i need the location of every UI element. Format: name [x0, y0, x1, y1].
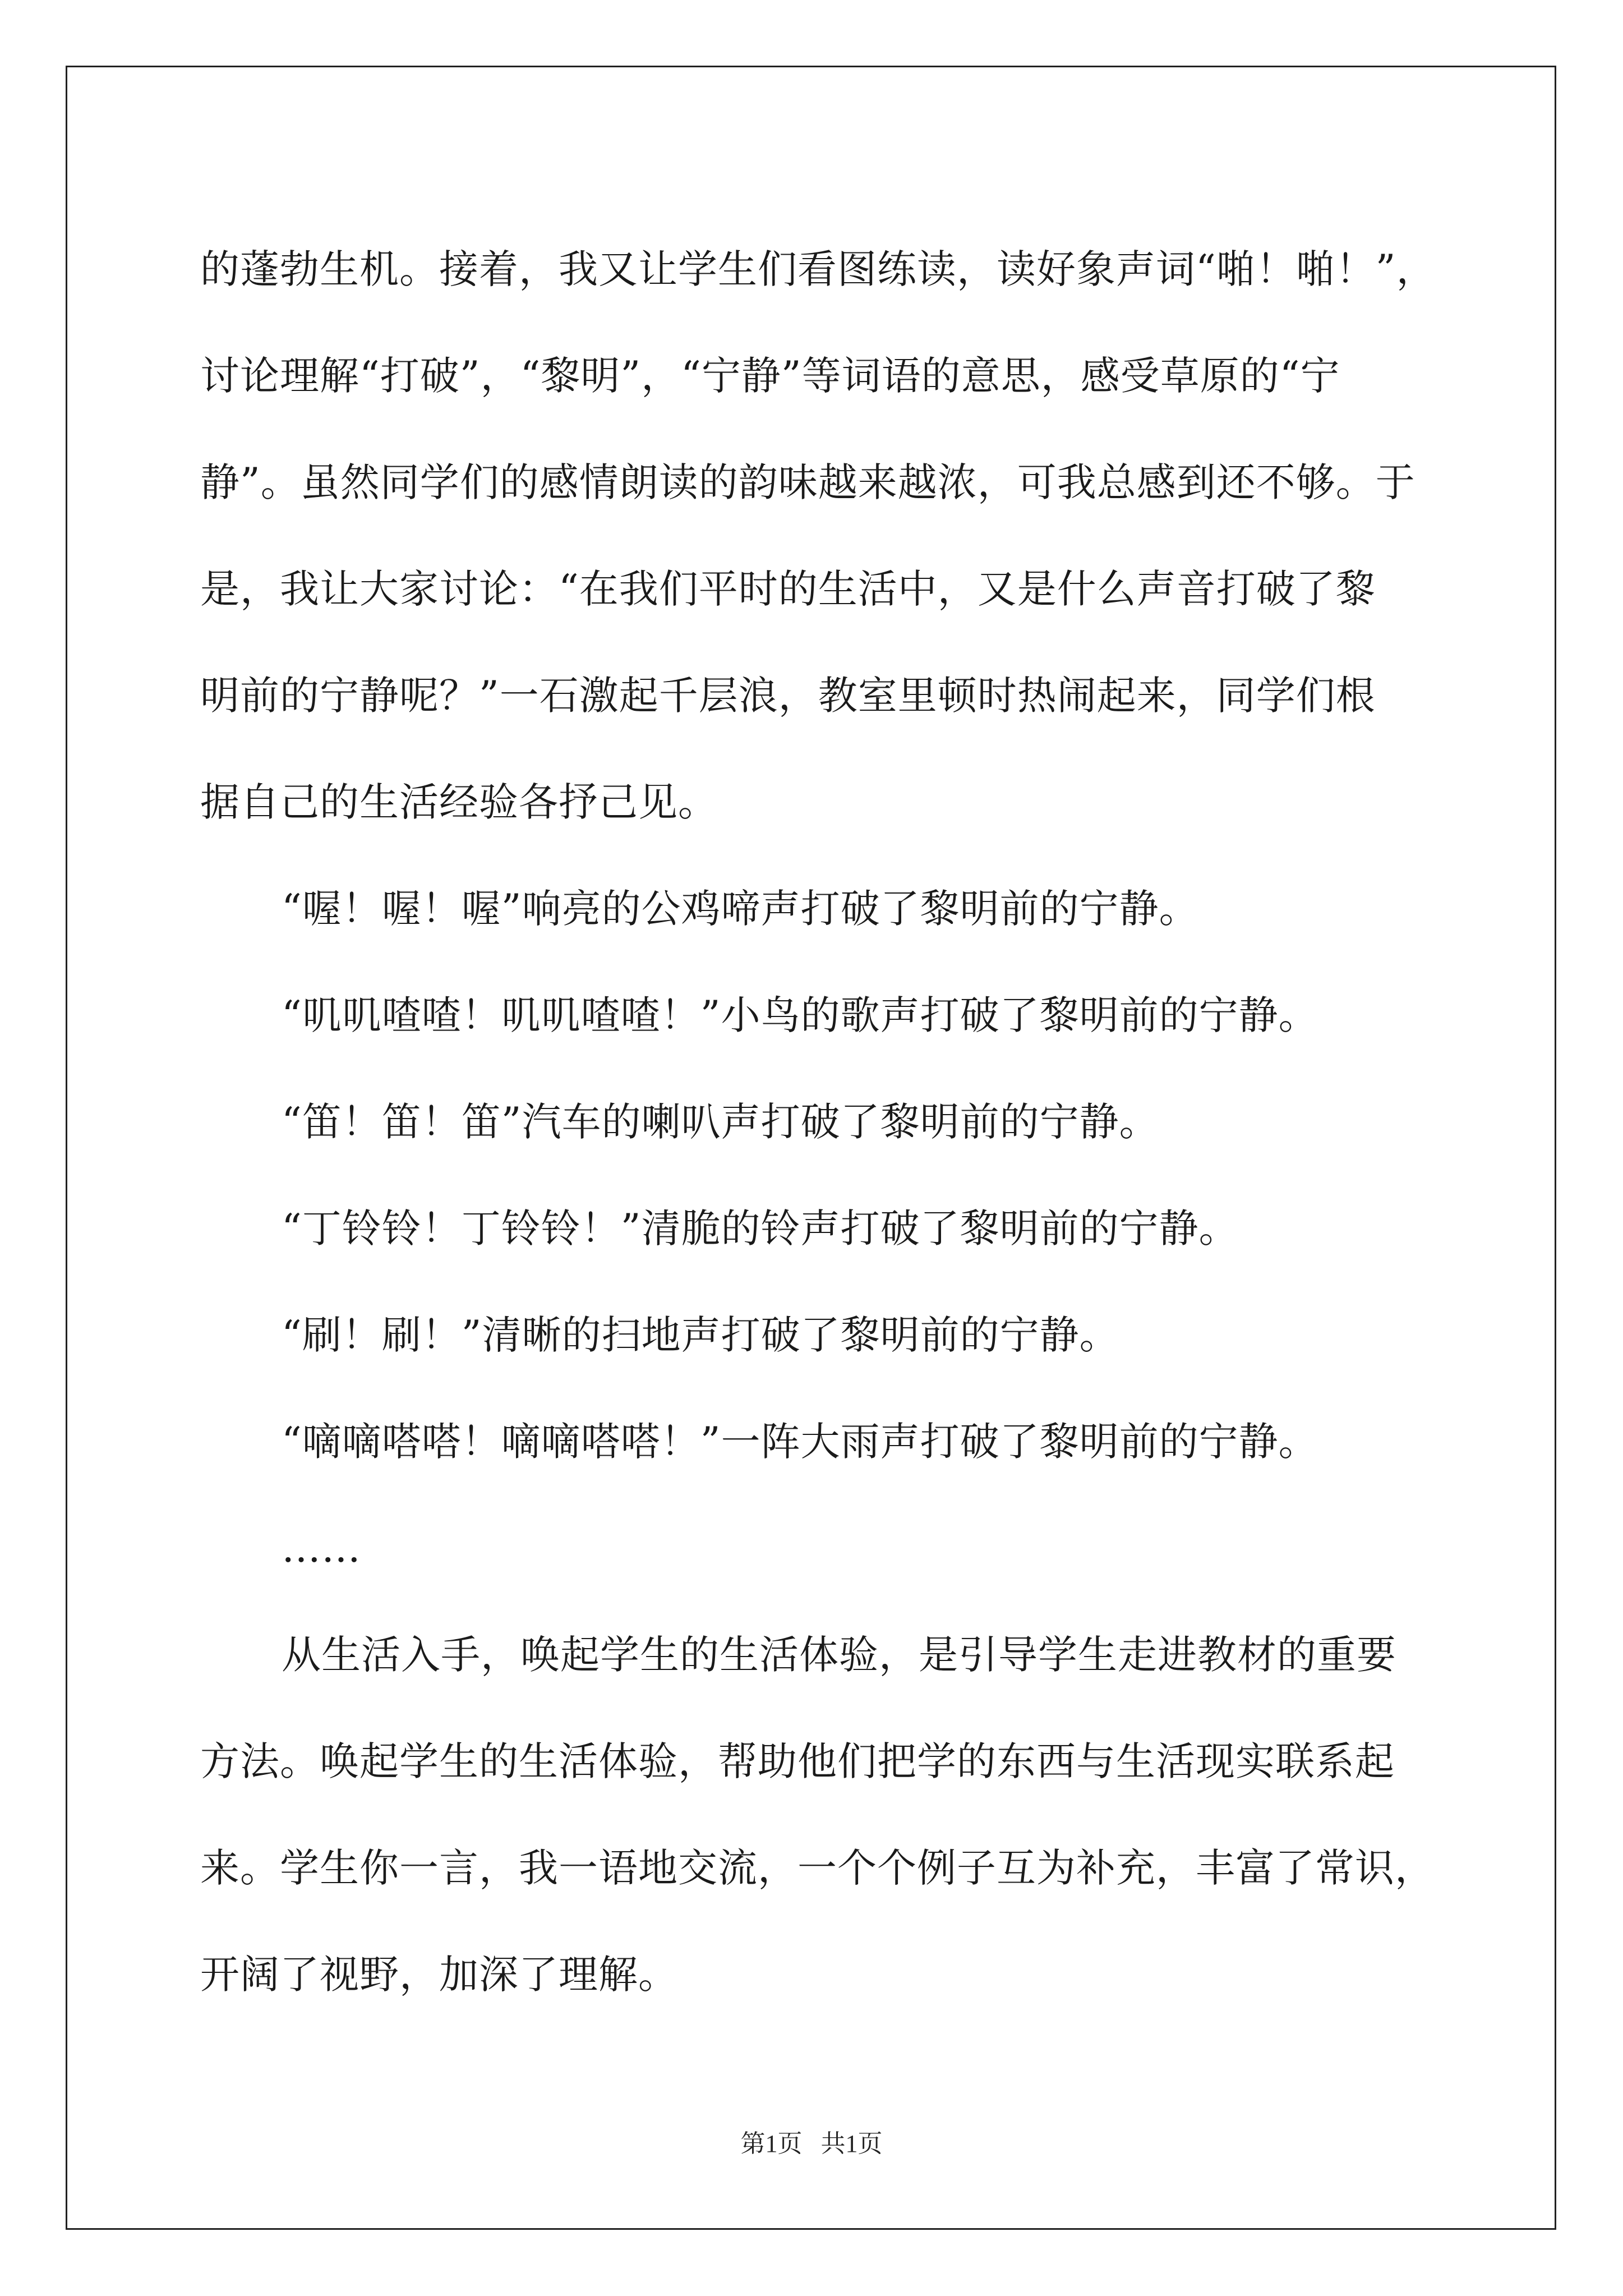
text-line: 静”。虽然同学们的感情朗读的韵味越来越浓，可我总感到还不够。于: [200, 459, 1415, 505]
text-line: 的蓬勃生机。接着，我又让学生们看图练读，读好象声词“啪！啪！”，: [200, 246, 1436, 292]
ellipsis-line: ……: [282, 1525, 361, 1571]
text-line: 是，我让大家讨论：“在我们平时的生活中，又是什么声音打破了黎: [200, 566, 1376, 612]
text-line: “嘀嘀嗒嗒！嘀嘀嗒嗒！”一阵大雨声打破了黎明前的宁静。: [282, 1419, 1318, 1465]
text-line: 来。学生你一言，我一语地交流，一个个例子互为补充，丰富了常识，: [200, 1845, 1435, 1891]
text-line: 开阔了视野，加深了理解。: [200, 1952, 678, 1998]
text-line: “丁铃铃！丁铃铃！”清脆的铃声打破了黎明前的宁静。: [282, 1205, 1239, 1251]
text-line: 讨论理解“打破”，“黎明”，“宁静”等词语的意思，感受草原的“宁: [200, 353, 1340, 399]
text-line: “叽叽喳喳！叽叽喳喳！”小鸟的歌声打破了黎明前的宁静。: [282, 992, 1318, 1038]
text-line: 从生活入手，唤起学生的生活体验，是引导学生走进教材的重要: [282, 1632, 1396, 1678]
text-line: “刷！刷！”清晰的扫地声打破了黎明前的宁静。: [282, 1312, 1119, 1358]
text-line: 明前的宁静呢？”一石激起千层浪，教室里顿时热闹起来，同学们根: [200, 673, 1376, 719]
text-line: 方法。唤起学生的生活体验，帮助他们把学的东西与生活现实联系起: [200, 1738, 1395, 1784]
text-line: 据自己的生活经验各抒己见。: [200, 779, 718, 825]
text-line: “喔！喔！喔”响亮的公鸡啼声打破了黎明前的宁静。: [282, 886, 1199, 932]
page-number-footer: 第1页 共1页: [740, 2130, 883, 2157]
document-body: [200, 216, 1484, 2028]
text-line: “笛！笛！笛”汽车的喇叭声打破了黎明前的宁静。: [282, 1099, 1159, 1145]
